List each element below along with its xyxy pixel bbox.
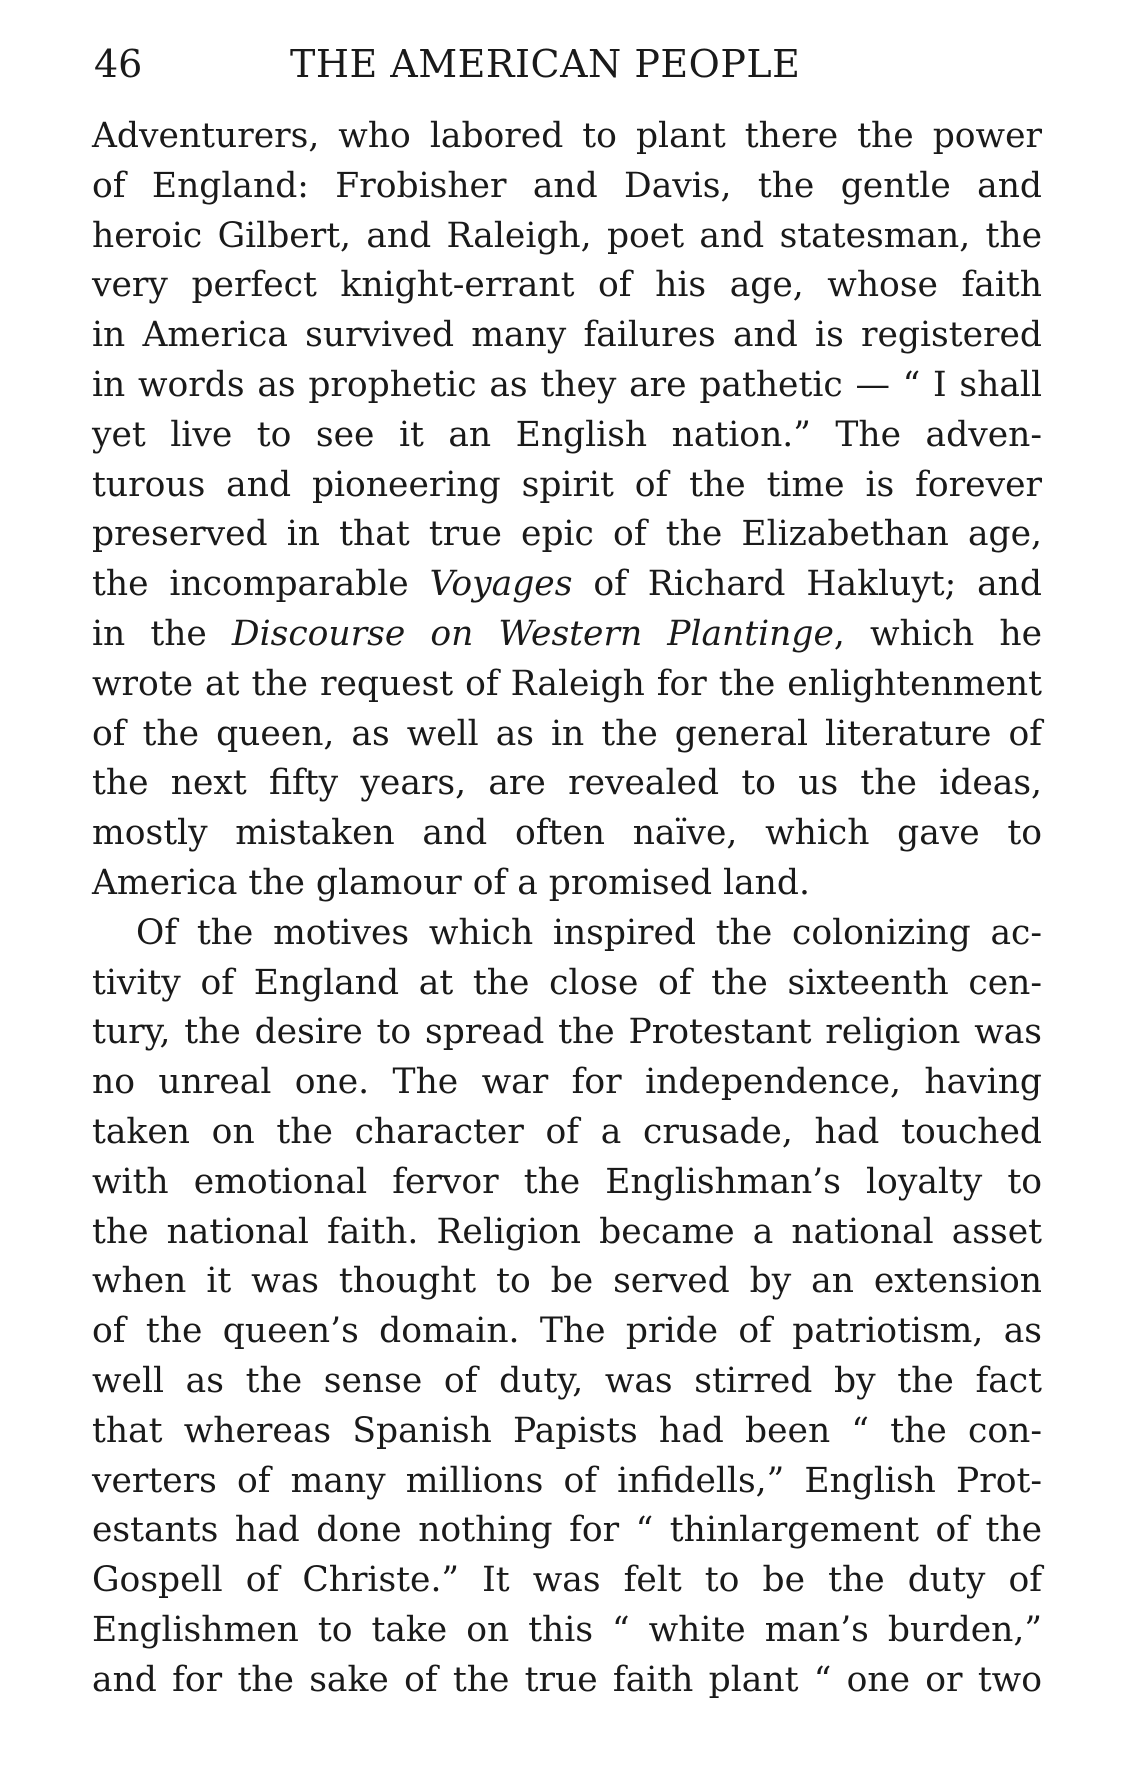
text-line: of the queen’s domain. The pride of patriotism, as (92, 1311, 1042, 1352)
text-line: Gospell of Christe.” It was felt to be the duty of (92, 1560, 1042, 1601)
text-line: tivity of England at the close of the sixteenth cen- (92, 962, 1042, 1003)
text-line: that whereas Spanish Papists had been “ the con- (92, 1410, 1042, 1451)
text-line: heroic Gilbert, and Raleigh, poet and statesman, the (92, 215, 1042, 256)
text-line: Englishmen to take on this “ white man’s burden,” (92, 1609, 1042, 1650)
body-text (92, 112, 1042, 1706)
text-line: the incomparable Voyages of Richard Hakluyt; and (92, 564, 1042, 605)
text-line: in America survived many failures and is registered (92, 315, 1042, 356)
text-line: when it was thought to be served by an extension (92, 1261, 1042, 1302)
text-line: well as the sense of duty, was stirred by the fact (92, 1360, 1042, 1401)
text-line: in the Discourse on Western Plantinge, which he (92, 613, 1042, 654)
text-line: in words as prophetic as they are pathetic — “ I shall (92, 364, 1042, 405)
text-line: taken on the character of a crusade, had touched (92, 1111, 1042, 1152)
text-line: the next fifty years, are revealed to us the ideas, (92, 763, 1042, 804)
text-line: tury, the desire to spread the Protestant religion was (92, 1012, 1042, 1053)
text-line: with emotional fervor the Englishman’s loyalty to (92, 1161, 1042, 1202)
text-line: of England: Frobisher and Davis, the gentle and (92, 165, 1042, 206)
text-line: very perfect knight-errant of his age, whose faith (92, 265, 1042, 306)
running-title: THE AMERICAN PEOPLE (290, 42, 801, 86)
page-number: 46 (94, 42, 143, 86)
italic-title-discourse: Discourse on Western Plantinge (231, 613, 834, 654)
text-line: no unreal one. The war for independence, having (92, 1062, 1042, 1103)
text-line: mostly mistaken and often naïve, which gave to (92, 813, 1042, 854)
text-line: Of the motives which inspired the colonizing ac- (136, 912, 1042, 953)
text-line: the national faith. Religion became a national asset (92, 1211, 1042, 1252)
text-line: America the glamour of a promised land. (92, 862, 810, 903)
text-line: estants had done nothing for “ thinlargement of the (92, 1510, 1042, 1551)
text-line: of the queen, as well as in the general literature of (92, 713, 1042, 754)
text-line: preserved in that true epic of the Elizabethan age, (92, 514, 1042, 555)
text-line: Adventurers, who labored to plant there the power (92, 116, 1042, 156)
text-line: wrote at the request of Raleigh for the enlightenment (92, 663, 1042, 704)
running-head (94, 36, 1038, 92)
text-line: and for the sake of the true faith plant “ one or two (92, 1659, 1042, 1700)
text-line: verters of many millions of infidells,” English Prot- (92, 1460, 1042, 1501)
italic-title-voyages: Voyages (429, 564, 573, 605)
text-line: yet live to see it an English nation.” The adven- (92, 414, 1042, 455)
text-line: turous and pioneering spirit of the time is forever (92, 464, 1042, 505)
